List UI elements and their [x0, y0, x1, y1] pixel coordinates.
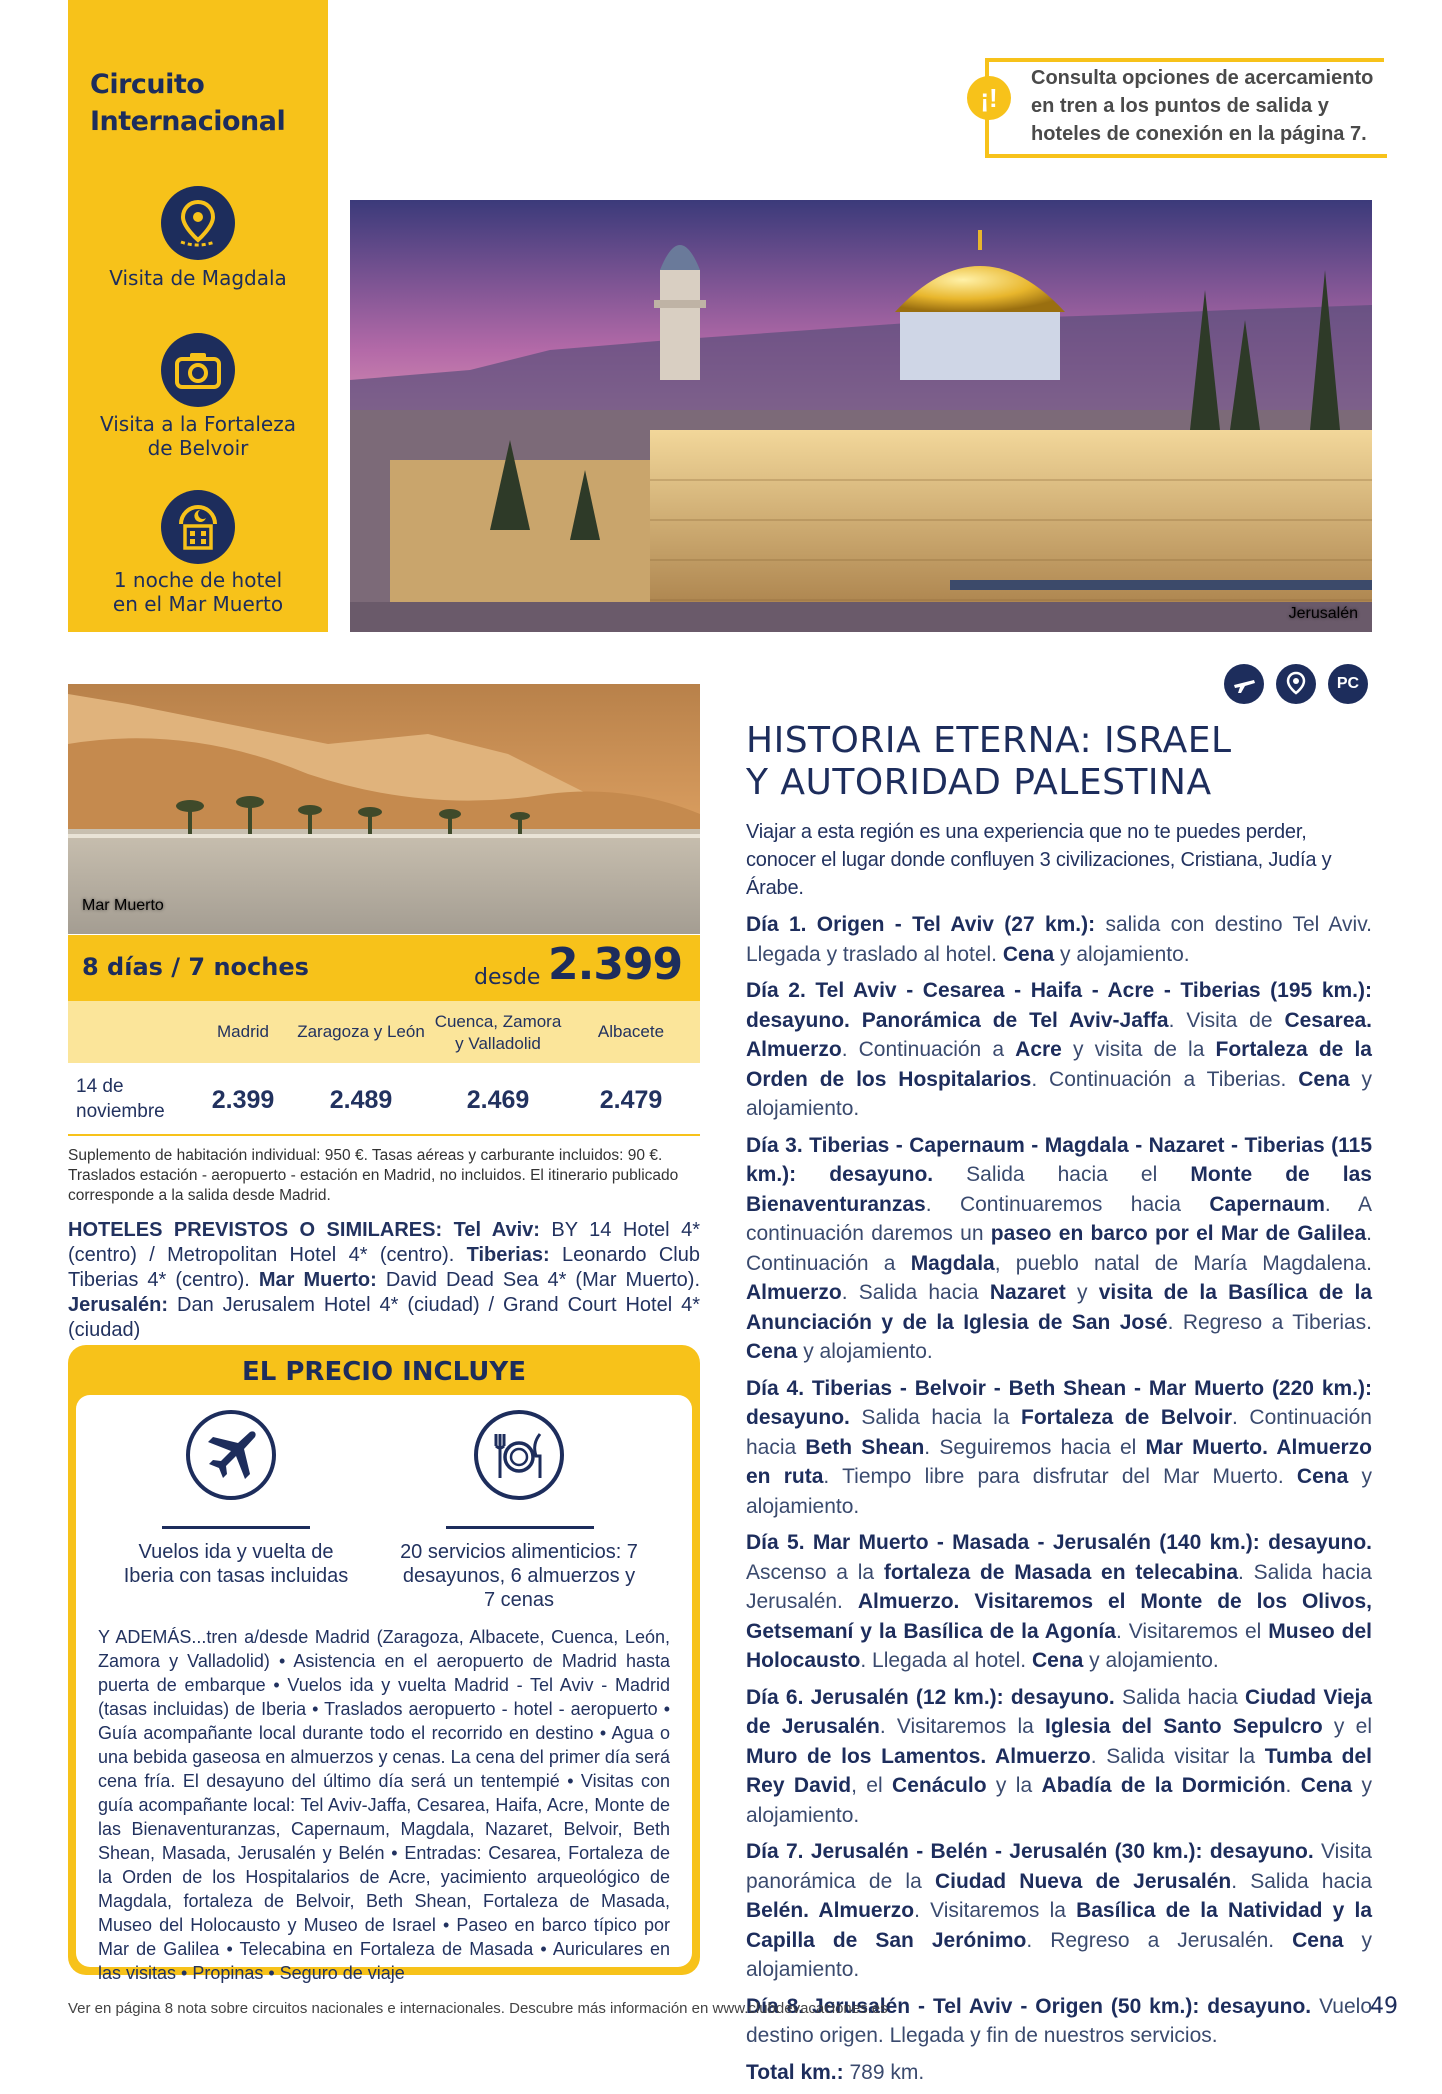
dead-sea-photo: [68, 684, 700, 934]
includes-flights: Vuelos ida y vuelta de Iberia con tasas incluidas: [123, 1541, 349, 1587]
day-2: Día 2. Tel Aviv - Cesarea - Haifa - Acre - Tiberias (195 km.): desayuno. Panorámica de Tel Aviv-Jaffa. Visita de Cesarea. Almuerzo. Continuación a Acre y visita de la Fortaleza de la Orden de los Hospitalarios. Continuación a Tiberias. Cena y alojamiento.: [746, 979, 1373, 1120]
desde-label: desde: [474, 965, 541, 990]
day-3: Día 3. Tiberias - Capernaum - Magdala - Nazaret - Tiberias (115 km.): desayuno. Salida hacia el Monte de las Bienaventuranzas. Continuaremos hacia Capernaum. A continuación daremos un paseo en barco por el Mar de Galilea. Continuación a Magdala, pueblo natal de María Magdalena. Almuerzo. Salida hacia Nazaret y visita de la Basílica de la Anunciación y de la Iglesia de San José. Regreso a Tiberias. Cena y alojamiento.: [746, 1133, 1373, 1363]
day-6: Día 6. Jerusalén (12 km.): desayuno. Salida hacia Ciudad Vieja de Jerusalén. Visitaremos la Iglesia del Santo Sepulcro y el Muro de los Lamentos. Almuerzo. Salida visitar la Tumba del Rey David, el Cenáculo y la Abadía de la Dormición. Cena y alojamiento.: [746, 1685, 1373, 1827]
price-divider: [68, 1134, 700, 1136]
col-cuenca: Cuenca, Zamora y Valladolid: [434, 1012, 562, 1053]
total-km: Total km.: 789 km.: [746, 2060, 925, 2084]
price-columns-header: [68, 1001, 700, 1063]
airplane-icon: [186, 1410, 276, 1500]
price-cuenca: 2.469: [466, 1086, 530, 1114]
trip-title: HISTORIA ETERNA: ISRAEL Y AUTORIDAD PALESTINA: [746, 720, 1232, 803]
hotel-night-icon: [161, 490, 235, 564]
sidebar-panel: [68, 0, 328, 632]
day-8: Día 8. Jerusalén - Tel Aviv - Origen (50 km.): desayuno. Vuelo destino origen. Llegada y fin de nuestros servicios.: [746, 1994, 1372, 2047]
col-albacete: Albacete: [597, 1022, 665, 1041]
itinerary: [746, 910, 1372, 2094]
from-price: 2.399: [548, 939, 683, 990]
trip-intro: Viajar a esta región es una experiencia que no te puedes perder, conocer el lugar donde confluyen 3 civilizaciones, Cristiana, Judía y Árabe.: [746, 821, 1332, 899]
info-exclamation-icon: ¡!: [967, 76, 1011, 120]
price-albacete: 2.479: [599, 1086, 663, 1114]
plane-tag-icon: [1224, 664, 1264, 704]
trip-duration: 8 días / 7 noches: [82, 953, 309, 981]
col-madrid: Madrid: [217, 1022, 269, 1041]
supplement-note: Suplemento de habitación individual: 950 €. Tasas aéreas y carburante incluidos: 90 €. Traslados estación - aeropuerto - estación en Madrid, no incluidos. El itinerario publicado corresponde a la salida desde Madrid.: [68, 1147, 679, 1204]
photo-caption-jerusalen: Jerusalén: [1288, 605, 1358, 622]
day-5: Día 5. Mar Muerto - Masada - Jerusalén (140 km.): desayuno. Ascenso a la fortaleza de Masada en telecabina. Salida hacia Jerusalén. Almuerzo. Visitaremos el Monte de los Olivos, Getsemaní y la Basílica de la Agonía. Visitaremos el Museo del Holocausto. Llegada al hotel. Cena y alojamiento.: [746, 1531, 1373, 1672]
page-number: 49: [1370, 1994, 1398, 2019]
jerusalem-photo: [350, 200, 1372, 632]
price-madrid: 2.399: [211, 1086, 275, 1114]
price-zaragoza: 2.489: [329, 1086, 393, 1114]
hotels-list: HOTELES PREVISTOS O SIMILARES: Tel Aviv: BY 14 Hotel 4* (centro) / Metropolitan Hotel 4* (centro). Tiberias: Leonardo Club Tiberias 4* (centro). Mar Muerto: David Dead Sea 4* (Mar Muerto). Jerusalén: Dan Jerusalem Hotel 4* (ciudad) / Grand Court Hotel 4* (ciudad): [68, 1219, 701, 1341]
circuit-type-title: Circuito Internacional: [90, 69, 286, 137]
info-text: Consulta opciones de acercamiento en tren a los puntos de salida y hoteles de conexión en la página 7.: [1031, 67, 1374, 145]
departure-date: 14 de noviembre: [76, 1076, 165, 1122]
feature-label-dead-sea-hotel: 1 noche de hotel en el Mar Muerto: [112, 568, 284, 616]
pin-tag-icon: [1276, 664, 1316, 704]
includes-title: EL PRECIO INCLUYE: [242, 1357, 526, 1387]
day-7: Día 7. Jerusalén - Belén - Jerusalén (30 km.): desayuno. Visita panorámica de la Ciudad Nueva de Jerusalén. Salida hacia Belén. Almuerzo. Visitaremos la Basílica de la Natividad y la Capilla de San Jerónimo. Regreso a Jerusalén. Cena y alojamiento.: [746, 1840, 1373, 1981]
feature-label-belvoir: Visita a la Fortaleza de Belvoir: [100, 412, 296, 460]
day-4: Día 4. Tiberias - Belvoir - Beth Shean - Mar Muerto (220 km.): desayuno. Salida hacia la Fortaleza de Belvoir. Continuación hacia Beth Shean. Seguiremos hacia el Mar Muerto. Almuerzo en ruta. Tiempo libre para disfrutar del Mar Muerto. Cena y alojamiento.: [746, 1376, 1372, 1518]
map-pin-icon: [161, 186, 235, 260]
camera-icon: [161, 333, 235, 407]
pc-tag-badge: PC: [1328, 664, 1368, 704]
photo-caption-mar-muerto: Mar Muerto: [82, 897, 164, 914]
day-1: Día 1. Origen - Tel Aviv (27 km.): salida con destino Tel Aviv. Llegada y traslado al hotel. Cena y alojamiento.: [746, 913, 1373, 966]
includes-extras: Y ADEMÁS...tren a/desde Madrid (Zaragoza, Albacete, Cuenca, León, Zamora y Valladolid) • Asistencia en el aeropuerto de Madrid hasta puerta de embarque • Vuelos ida y vuelta Madrid - Tel Aviv - Madrid (tasas incluidas) de Iberia • Traslados aeropuerto - hotel - aeropuerto • Guía acompañante local durante todo el recorrido en destino • Agua o una bebida gaseosa en almuerzos y cenas. La cena del primer día será cena fría. El desayuno del último día será un tentempié • Visitas con guía acompañante local: Tel Aviv-Jaffa, Cesarea, Haifa, Acre, Monte de las Bienaventuranzas, Capernaum, Magdala, Nazaret, Belvoir, Beth Shean, Masada, Jerusalén y Belén • Entradas: Cesarea, Fortaleza de la Orden de los Hospitalarios de Acre, yacimiento arqueológico de Magdala, fortaleza de Belvoir, Beth Shean, Fortaleza de Masada, Museo del Holocausto y Museo de Israel • Paseo en barco típico por Mar de Galilea • Telecabina en Fortaleza de Masada • Auriculares en las visitas • Propinas • Seguro de viaje: [98, 1627, 670, 1983]
price-header: [68, 935, 700, 1001]
col-zaragoza: Zaragoza y León: [297, 1022, 425, 1041]
feature-label-magdala: Visita de Magdala: [109, 266, 287, 290]
includes-meals: 20 servicios alimenticios: 7 desayunos, 6 almuerzos y 7 cenas: [400, 1541, 638, 1611]
meals-icon: [474, 1410, 564, 1500]
info-box: [980, 58, 1387, 158]
footer-note: Ver en página 8 nota sobre circuitos nacionales e internacionales. Descubre más información en www.clubdevacaciones.es: [68, 2000, 888, 2017]
